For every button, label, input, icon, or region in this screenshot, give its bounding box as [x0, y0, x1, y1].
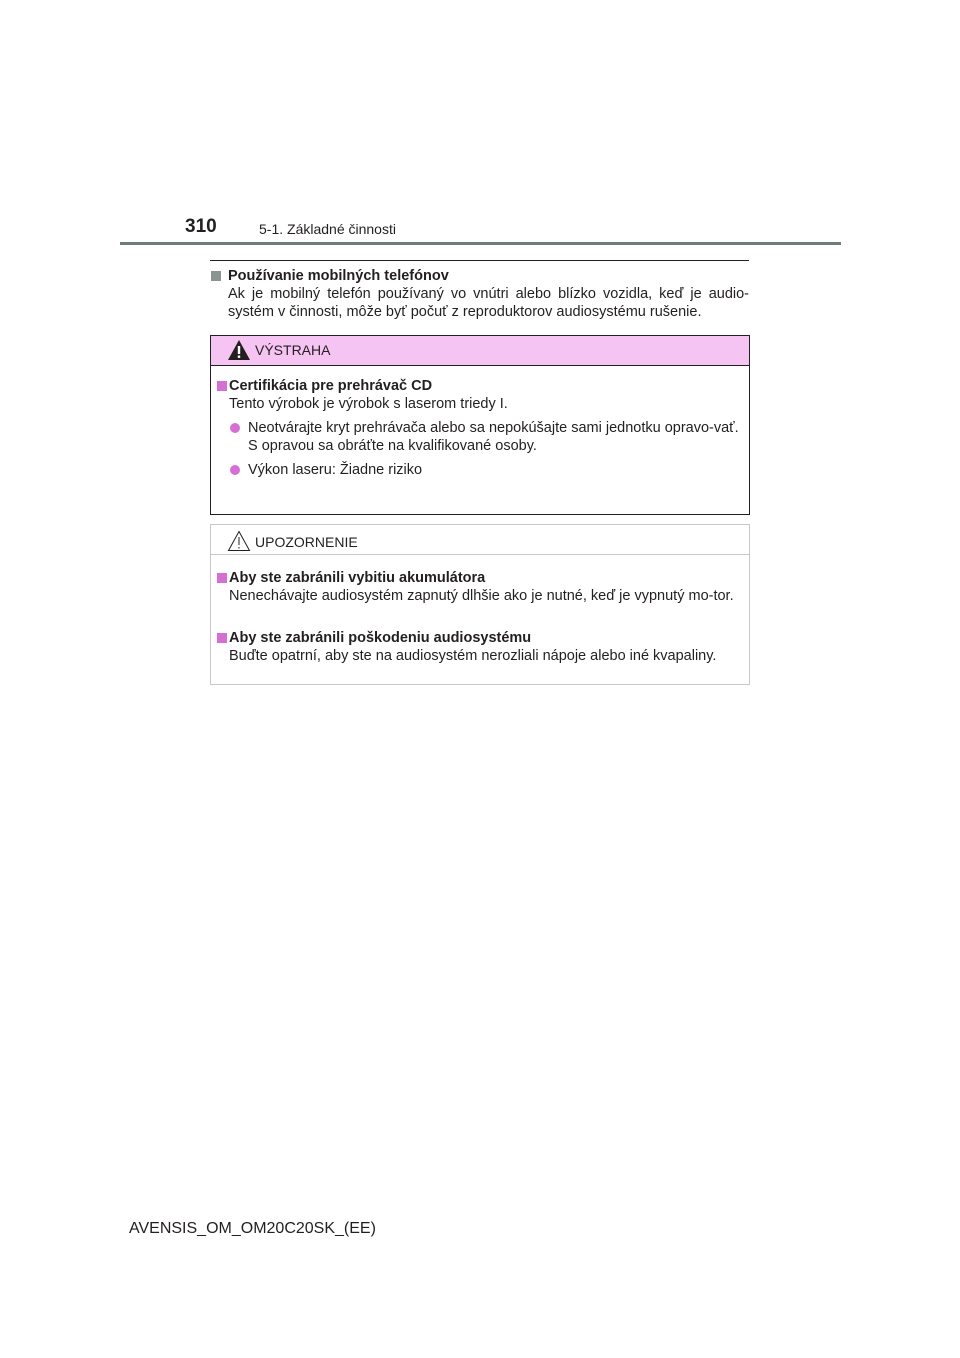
warning-bullet-2-text: Výkon laseru: Žiadne riziko: [248, 462, 423, 478]
topic-mobile-phones: [211, 267, 749, 321]
warning-triangle-icon: [227, 339, 251, 361]
circle-bullet-icon: [230, 423, 240, 433]
warning-bullet-2: [217, 461, 742, 479]
page-number: 310: [185, 216, 217, 237]
warning-item-cd: [217, 377, 742, 479]
caution-triangle-icon: [227, 530, 251, 552]
warning-box: [210, 335, 750, 515]
square-bullet-icon: [217, 381, 227, 391]
topic-heading-text: Používanie mobilných telefónov: [228, 268, 449, 284]
caution-label: UPOZORNENIE: [255, 534, 358, 550]
topic-heading: [211, 267, 749, 285]
caution-box: [210, 524, 750, 685]
warning-item-text: Tento výrobok je výrobok s laserom triedy I.: [229, 396, 508, 412]
warning-label: VÝSTRAHA: [255, 342, 331, 358]
caution-item-2-heading: [217, 629, 742, 647]
footer-doc-code: AVENSIS_OM_OM20C20SK_(EE): [129, 1220, 376, 1237]
square-bullet-icon: [211, 271, 221, 281]
caution-item-audio: [217, 629, 742, 665]
caution-item-1-heading: [217, 569, 742, 587]
section-title: 5-1. Základné činnosti: [259, 221, 396, 237]
caution-item-1-heading-text: Aby ste zabránili vybitiu akumulátora: [229, 570, 486, 586]
caution-item-2-heading-text: Aby ste zabránili poškodeniu audiosystému: [229, 630, 532, 646]
section-rule: [210, 260, 749, 261]
caution-item-2-text: Buďte opatrní, aby ste na audiosystém nerozliali nápoje alebo iné kvapaliny.: [229, 648, 717, 664]
topic-text: Ak je mobilný telefón používaný vo vnútri alebo blízko vozidla, keď je audio-systém v činnosti, môže byť počuť z reproduktorov audiosystému rušenie.: [228, 286, 749, 320]
caution-item-battery: [217, 569, 742, 605]
warning-item-heading: [217, 377, 742, 395]
header-rule: [120, 242, 841, 245]
warning-bullet-1: [217, 419, 742, 455]
circle-bullet-icon: [230, 465, 240, 475]
warning-header: [211, 336, 749, 366]
square-bullet-icon: [217, 573, 227, 583]
warning-bullet-1-line1: Neotvárajte kryt prehrávača alebo sa nepokúšajte sami jednotku opravo-vať.: [248, 420, 739, 436]
square-bullet-icon: [217, 633, 227, 643]
caution-item-1-text: Nenechávajte audiosystém zapnutý dlhšie ako je nutné, keď je vypnutý mo-tor.: [229, 588, 734, 604]
warning-item-heading-text: Certifikácia pre prehrávač CD: [229, 378, 433, 394]
warning-bullet-1-line2: S opravou sa obráťte na kvalifikované osoby.: [248, 438, 537, 454]
caution-header: [211, 525, 749, 555]
